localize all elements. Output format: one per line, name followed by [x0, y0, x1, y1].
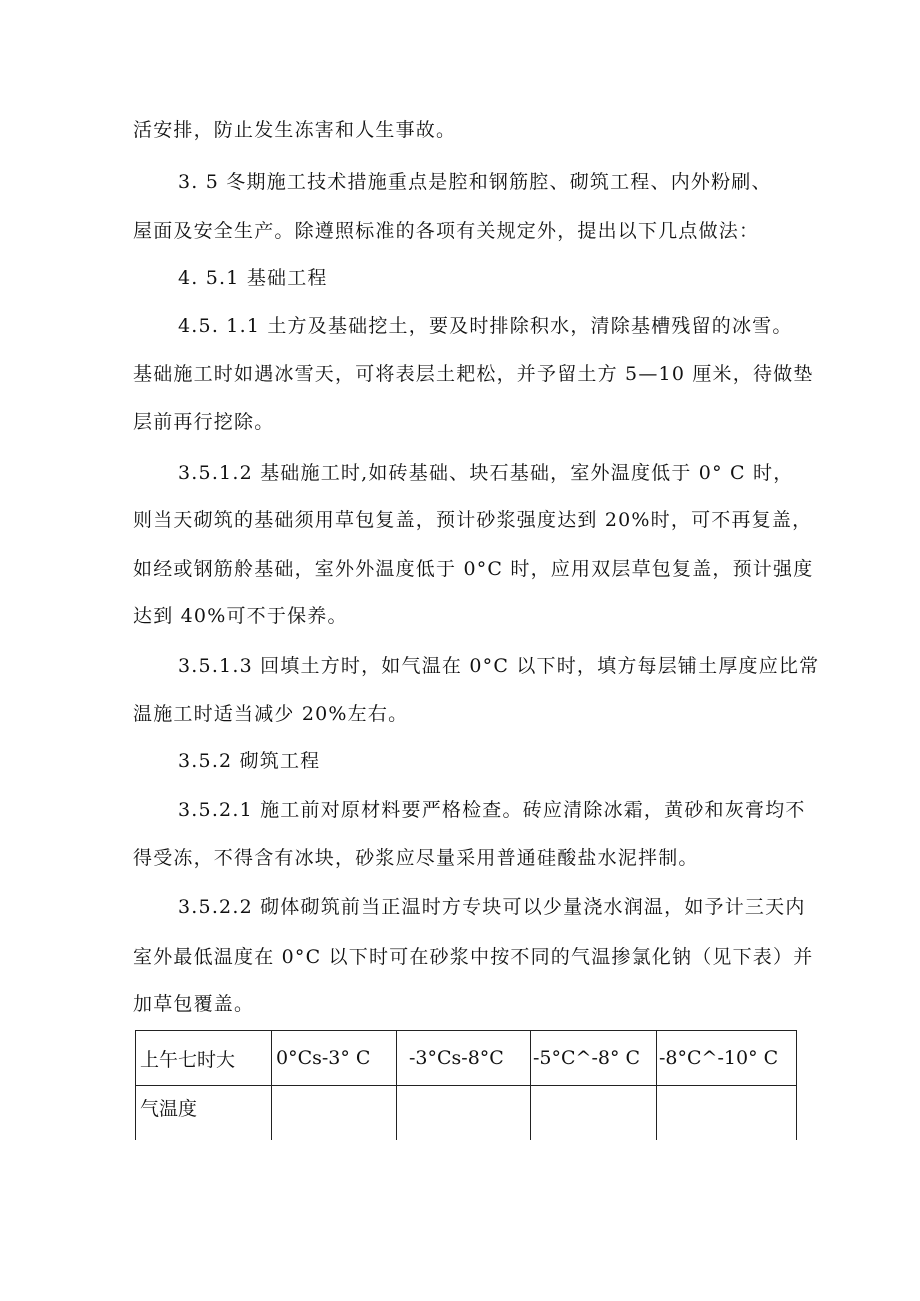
table-cell: [657, 1086, 797, 1141]
table-cell: [531, 1086, 657, 1141]
table-row: [136, 1031, 797, 1086]
table-cell: [272, 1086, 397, 1141]
table-row: [136, 1086, 797, 1141]
salt-dosage-table: [135, 1030, 797, 1140]
paragraph-line: 温施工时适当减少 20%左右。: [133, 703, 409, 725]
paragraph-line: 如经或钢筋舲基础，室外外温度低于 0°C 时，应用双层草包复盖，预计强度: [133, 558, 814, 580]
paragraph-line: 基础施工时如遇冰雪天，可将表层土耙松，并予留土方 5—10 厘米，待做垫: [133, 363, 814, 385]
paragraph-line: 3.5.2.1 施工前对原材料要严格检查。砖应清除冰霜，黄砂和灰膏均不: [178, 799, 806, 821]
paragraph-line: 3. 5 冬期施工技术措施重点是腔和钢筋腔、砌筑工程、内外粉刷、: [178, 171, 772, 193]
table-cell: -3°Cs-8°C: [397, 1031, 531, 1086]
section-heading: 3.5.2 砌筑工程: [178, 750, 321, 772]
paragraph-line: 达到 40%可不于保养。: [133, 605, 348, 627]
table-cell: 0°Cs-3° C: [272, 1031, 397, 1086]
paragraph-line: 3.5.2.2 砌体砌筑前当正温时方专块可以少量浇水润温，如予计三天内: [178, 896, 806, 918]
paragraph-line: 加草包覆盖。: [133, 993, 255, 1015]
table-cell: 气温度: [136, 1086, 272, 1141]
paragraph-line: 3.5.1.3 回填土方时，如气温在 0°C 以下时，填方每层铺土厚度应比常: [178, 655, 820, 677]
paragraph-line: 屋面及安全生产。除遵照标准的各项有关规定外，提出以下几点做法：: [133, 220, 760, 242]
table-cell: [397, 1086, 531, 1141]
section-heading: 4. 5.1 基础工程: [178, 267, 328, 289]
paragraph-line: 则当天砌筑的基础须用草包复盖，预计砂浆强度达到 20%时，可不再复盖，: [133, 509, 813, 531]
paragraph-line: 活安排，防止发生冻害和人生事故。: [133, 119, 457, 141]
paragraph-line: 层前再行挖除。: [133, 411, 275, 433]
table-cell: -8°C^-10° C: [657, 1031, 797, 1086]
paragraph-line: 室外最低温度在 0°C 以下时可在砂浆中按不同的气温掺氯化钠（见下表）并: [133, 946, 814, 968]
paragraph-line: 4.5. 1.1 土方及基础挖土，要及时排除积水，清除基槽残留的冰雪。: [178, 315, 793, 337]
table-cell: -5°C^-8° C: [531, 1031, 657, 1086]
paragraph-line: 3.5.1.2 基础施工时,如砖基础、块石基础，室外温度低于 0° C 时，: [178, 462, 794, 484]
table-cell: 上午七时大: [136, 1031, 272, 1086]
paragraph-line: 得受冻，不得含有冰块，砂浆应尽量采用普通硅酸盐水泥拌制。: [133, 847, 699, 869]
